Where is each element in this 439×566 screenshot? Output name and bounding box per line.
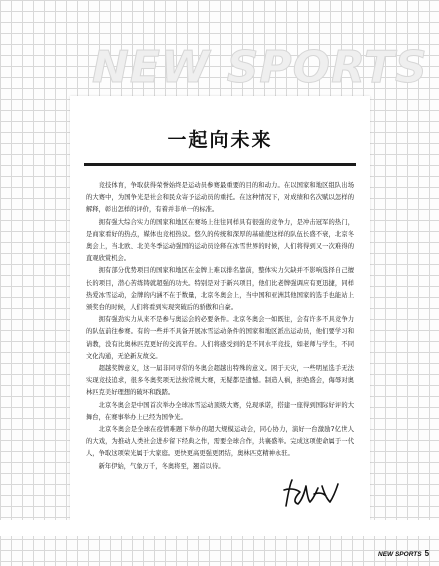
paragraph: 超越奖牌意义，这一届非同寻常的冬奥会超越出特殊的意义。困于天灾，一些明星选手无法实现竞技追求，很多冬奥奖项无法按常规大赛，无疑都是遗憾。制造人祸，拒绝盛会，侮辱对奥林匹克美好理想的破坏和践踏。 [86, 365, 354, 397]
page-footer [378, 548, 436, 560]
article-body [86, 180, 354, 473]
editorial-card [70, 96, 370, 521]
article-headline: 一起向未来 [167, 129, 273, 151]
footer-magazine-name: NEW SPORTS [378, 551, 422, 558]
handwritten-signature [280, 476, 340, 510]
paragraph: 拥有强劲实力从来不是参与奥运会的必要条件。北京冬奥会一如既往，会有许多不具竞争力的队伍前往参赛。有的一些并不具备开展冰雪运动条件的国家和地区派出运动员，他们要学习和请教，没有比奥林匹克更好的交流平台。人们将感受到的是不同水平竞技，如老师与学生，不同文化沟通，无论新友故交。 [86, 316, 354, 360]
bottom-band [0, 520, 439, 536]
paragraph: 竞技体育，争取获得荣誉始终是运动员参赛最重要的目的和动力。在以国家和地区组队出场的大赛中，为国争光是社会和民众寄予运动员的重托。在这种情况下，对成绩和名次赋以怎样的解释，彰出怎样的评价，有着并非单一的标准。 [86, 182, 354, 214]
page-number: 5 [424, 549, 430, 558]
paragraph: 北京冬奥会是全球在疫情难题下举办的超大规模运动会，同心协力，演好一台激励7亿世人的大戏，为推动人类社会进步留下经典之作，需要全球合作，共襄盛举。完成这项使命属于一代人，争取这项荣光属于大家庭。更快更高更强更团结，奥林匹克精神永驻。 [86, 426, 354, 458]
headline-divider [84, 163, 356, 166]
paragraph: 拥有部分优势项目的国家和地区在金牌上难以排名靠前，整体实力欠缺并不影响选择自己擅长的项目，潜心苦练铸就超强的功夫。特别是对于新兴项目，他们比老牌强调应有更迅捷，同样热爱冰雪运动，金牌的内涵不在于数量，北京冬奥会上，当中国和亚洲其他国家的选手也能站上颁奖台的时候，人们将看到实现突破后的骄傲和自豪。 [86, 267, 354, 312]
masthead-title: NEW SPORTS [92, 42, 428, 93]
paragraph: 新年伊始，气象万千，冬奥将至，翘首以待。 [98, 462, 225, 470]
paragraph: 北京冬奥会是中国首次举办全球冰雪运动顶级大赛，兑现承诺，搭建一座得到国际好评的大舞台，在赛事举办上已经为国争光。 [86, 401, 354, 421]
paragraph: 拥有强大综合实力的国家和地区在赛场上往往同样具有很强的竞争力，是冲击冠军的热门，是商家看好的热点，媒体也竞相热议。悠久的传统和深厚的基础使这样的队伍长盛不衰，北京冬奥会上，当北欧、北美冬季运动强国的运动员诠释在冰雪世界的时候，人们将得到又一次难得的直观欣赏机会。 [86, 218, 354, 263]
